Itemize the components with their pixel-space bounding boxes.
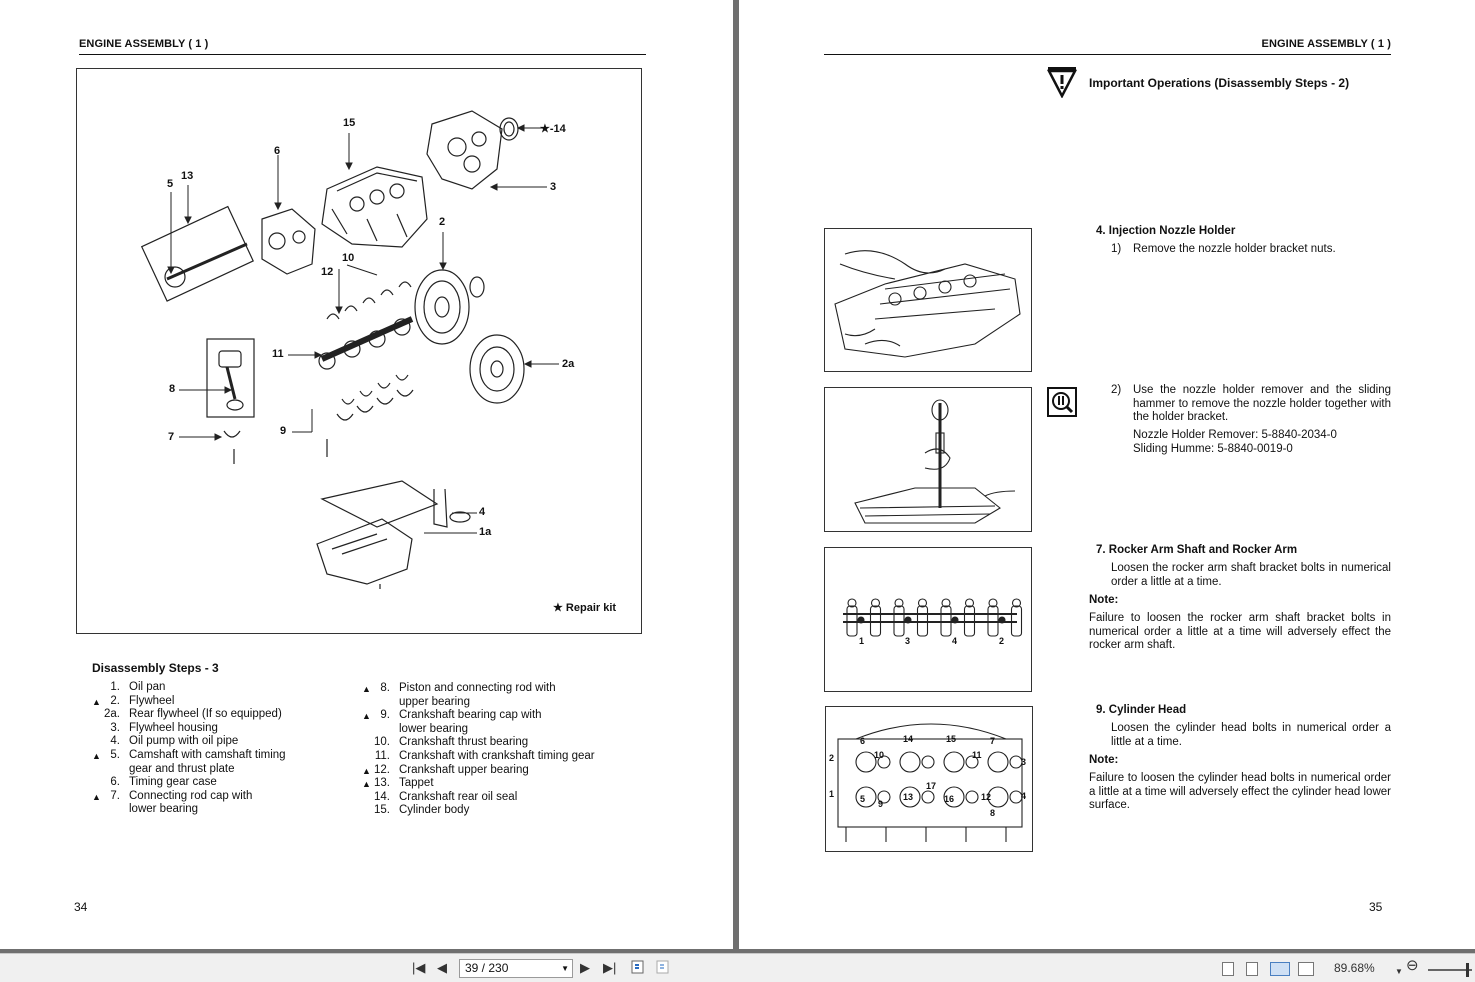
- step-text: Flywheel housing: [129, 721, 218, 734]
- previous-view-icon[interactable]: [630, 959, 646, 979]
- head-label-7: 7: [990, 736, 996, 746]
- head-label-2: 2: [829, 753, 835, 763]
- rocker-label-2: 2: [999, 636, 1005, 646]
- callout-7: 7: [168, 431, 175, 443]
- step-text: Crankshaft with crankshaft timing gear: [399, 750, 595, 762]
- head-label-11: 11: [972, 750, 982, 760]
- step-item: [362, 696, 642, 710]
- repair-mark-icon: ▲: [362, 779, 371, 790]
- section-9-text: Loosen the cylinder head bolts in numerical order a little at a time.: [1111, 722, 1391, 748]
- next-page-button[interactable]: ▶: [580, 960, 590, 975]
- step-text: Cylinder body: [399, 804, 470, 817]
- step-text: Rear flywheel (If so equipped): [129, 708, 282, 721]
- head-label-1: 1: [829, 789, 835, 799]
- head-bolt-hole: [922, 791, 934, 803]
- callout-15: 15: [343, 117, 356, 129]
- page-header: ENGINE ASSEMBLY ( 1 ): [1261, 38, 1391, 50]
- step-item: [92, 722, 372, 736]
- page-header: ENGINE ASSEMBLY ( 1 ): [79, 38, 209, 50]
- section-4-title: 4. Injection Nozzle Holder: [1096, 225, 1236, 237]
- chevron-down-icon[interactable]: ▼: [561, 964, 569, 973]
- step-number: 8.: [380, 682, 390, 694]
- step-item: [362, 723, 642, 737]
- step-item: [92, 735, 372, 749]
- step-text: Crankshaft thrust bearing: [399, 736, 529, 749]
- step-number: 14.: [374, 790, 390, 803]
- rocker-bolt: [858, 617, 864, 623]
- page-number-field[interactable]: [459, 959, 573, 978]
- callout-4: 4: [479, 506, 486, 518]
- repair-mark-icon: ▲: [362, 711, 371, 722]
- step-text: gear and thrust plate: [129, 762, 235, 775]
- continuous-view-icon[interactable]: [1246, 962, 1258, 976]
- callout-11: 11: [272, 348, 284, 360]
- zoom-out-icon[interactable]: ⊖: [1406, 957, 1419, 974]
- repair-mark-icon: ▲: [92, 751, 101, 761]
- step-item: [362, 736, 642, 750]
- head-bolt-hole: [966, 791, 978, 803]
- section-4-step2: Use the nozzle holder remover and the sliding hammer to remove the nozzle holder together with the holder bracket.: [1133, 384, 1391, 424]
- head-bolt-hole: [922, 756, 934, 768]
- zoom-level[interactable]: 89.68%: [1334, 961, 1375, 975]
- page-number: 35: [1369, 900, 1383, 914]
- rocker-bolt: [905, 617, 911, 623]
- page-field-value: 39 / 230: [465, 961, 509, 975]
- step-item: [92, 790, 372, 804]
- step-number: 10.: [374, 736, 390, 749]
- nozzle-remover-drawing: [825, 388, 1031, 531]
- head-port: [856, 787, 876, 807]
- callout-8: 8: [169, 383, 176, 395]
- head-label-5: 5: [860, 794, 866, 804]
- rocker-label-3: 3: [905, 636, 911, 646]
- head-label-12: 12: [981, 792, 992, 802]
- step-number: 2.: [110, 694, 120, 707]
- callout-10: 10: [342, 252, 355, 264]
- step-text: Timing gear case: [129, 776, 217, 789]
- step-text: Tappet: [399, 777, 434, 790]
- section-7-note-label: Note:: [1089, 594, 1119, 606]
- head-label-15: 15: [946, 734, 957, 744]
- repair-kit-legend: ★ Repair kit: [553, 602, 617, 614]
- head-port: [988, 752, 1008, 772]
- section-9-note-label: Note:: [1089, 754, 1119, 766]
- repair-mark-icon: ▲: [362, 765, 371, 776]
- nozzle-holder-figure: [824, 228, 1032, 372]
- special-tool-icon: [1047, 387, 1077, 417]
- step-number: 5.: [110, 749, 120, 761]
- step-item: [92, 749, 372, 763]
- rocker-arm-part: [1012, 599, 1022, 636]
- step-text: Connecting rod cap with: [129, 789, 253, 802]
- last-page-button[interactable]: ▶|: [603, 960, 617, 975]
- important-warning-icon: [1047, 66, 1077, 98]
- header-rule: [79, 54, 646, 55]
- rocker-bolt: [999, 617, 1005, 623]
- viewer-toolbar: [0, 953, 1475, 982]
- callout-3: 3: [550, 181, 557, 193]
- step-item: [362, 804, 642, 818]
- head-label-9: 9: [878, 799, 884, 809]
- head-port: [944, 752, 964, 772]
- repair-mark-icon: ▲: [92, 791, 101, 802]
- step-item: [362, 750, 642, 764]
- rocker-arm-part: [941, 599, 951, 636]
- step-text: Piston and connecting rod with: [399, 682, 556, 694]
- head-label-8: 8: [990, 808, 996, 818]
- callout-2a: 2a: [562, 358, 575, 370]
- head-label-16: 16: [944, 794, 955, 804]
- callout-5: 5: [167, 178, 174, 190]
- zoom-dropdown-icon[interactable]: ▼: [1395, 967, 1403, 976]
- step-number: 6.: [110, 776, 120, 789]
- important-title: Important Operations (Disassembly Steps - 2): [1089, 76, 1350, 90]
- steps-title: Disassembly Steps - 3: [92, 661, 219, 675]
- section-7-title: 7. Rocker Arm Shaft and Rocker Arm: [1096, 544, 1298, 556]
- step-text: Oil pan: [129, 681, 166, 693]
- first-page-button[interactable]: |◀: [412, 960, 426, 975]
- step-number: 4.: [110, 735, 120, 748]
- callout-13: 13: [181, 170, 194, 182]
- section-9-note: Failure to loosen the cylinder head bolts in numerical order a little at a time will adversely effect the cylinder head lower surface.: [1089, 772, 1391, 812]
- rocker-arm-part: [847, 599, 857, 636]
- callout-6: 6: [274, 145, 281, 157]
- head-label-13: 13: [903, 792, 914, 802]
- step-item: [92, 708, 372, 722]
- repair-mark-icon: ▲: [92, 696, 101, 707]
- step-text: Crankshaft bearing cap with: [399, 709, 542, 722]
- section-9-title: 9. Cylinder Head: [1096, 704, 1187, 716]
- callout-14: ★-14: [540, 123, 566, 135]
- rocker-arm-part: [871, 599, 881, 636]
- section-7-note: Failure to loosen the rocker arm shaft bracket bolts in numerical order a little at a time will adversely effect the rocker arm shaft.: [1089, 612, 1391, 652]
- cylinder-head-drawing: [826, 707, 1032, 851]
- continuous-facing-view-icon[interactable]: [1298, 962, 1314, 976]
- cylinder-head-figure: [825, 706, 1033, 852]
- step-number: 3.: [110, 721, 120, 734]
- head-label-6: 6: [860, 736, 866, 746]
- step-number: 11.: [374, 750, 390, 762]
- tool-nozzle-holder-remover: Nozzle Holder Remover: 5-8840-2034-0: [1133, 429, 1337, 441]
- step-text: lower bearing: [129, 803, 199, 816]
- step-text: Camshaft with camshaft timing: [129, 749, 286, 761]
- step-text: Crankshaft rear oil seal: [399, 790, 518, 803]
- step-item: [362, 777, 642, 791]
- exploded-view-figure: [76, 68, 642, 634]
- section-4-step2-num: 2): [1111, 384, 1122, 396]
- step-number: 7.: [110, 789, 120, 802]
- step-item: [92, 763, 372, 777]
- step-number: 13.: [374, 777, 390, 790]
- rocker-arm-drawing: [825, 548, 1031, 691]
- head-port: [900, 752, 920, 772]
- next-view-icon[interactable]: [655, 959, 671, 979]
- step-number: 1.: [110, 681, 120, 693]
- step-text: upper bearing: [399, 695, 470, 708]
- step-text: Flywheel: [129, 694, 175, 707]
- callout-12: 12: [321, 266, 334, 278]
- step-number: 2a.: [104, 708, 120, 721]
- step-item: [362, 791, 642, 805]
- step-number: 12.: [374, 763, 390, 776]
- head-label-10: 10: [874, 750, 885, 760]
- right-page: [739, 0, 1475, 949]
- nozzle-remover-figure: [824, 387, 1032, 532]
- rocker-label-1: 1: [859, 636, 865, 646]
- rocker-arm-figure: [824, 547, 1032, 692]
- repair-mark-icon: ▲: [362, 684, 371, 694]
- callout-2: 2: [439, 216, 446, 228]
- rocker-bolt: [952, 617, 958, 623]
- head-port: [856, 752, 876, 772]
- step-item: [92, 695, 372, 709]
- rocker-arm-part: [918, 599, 928, 636]
- step-number: 9.: [380, 709, 390, 722]
- tool-sliding-hammer: Sliding Humme: 5-8840-0019-0: [1133, 443, 1293, 455]
- rocker-arm-part: [988, 599, 998, 636]
- rocker-arm-part: [894, 599, 904, 636]
- section-4-step1-num: 1): [1111, 243, 1122, 255]
- step-item: [362, 764, 642, 778]
- section-7-text: Loosen the rocker arm shaft bracket bolts in numerical order a little at a time.: [1111, 562, 1391, 588]
- step-item: [362, 709, 642, 723]
- rocker-label-4: 4: [952, 636, 958, 646]
- section-4-step1: Remove the nozzle holder bracket nuts.: [1133, 243, 1336, 255]
- step-text: Oil pump with oil pipe: [129, 735, 239, 748]
- facing-view-icon[interactable]: [1270, 962, 1290, 976]
- step-number: 15.: [374, 804, 390, 817]
- exploded-view-drawing: [77, 69, 643, 635]
- page-number: 34: [74, 900, 88, 914]
- head-label-17: 17: [926, 781, 937, 791]
- head-label-4: 4: [1021, 791, 1027, 801]
- step-text: lower bearing: [399, 722, 469, 735]
- callout-1a: 1a: [479, 526, 492, 538]
- header-rule: [824, 54, 1391, 55]
- head-label-3: 3: [1021, 757, 1027, 767]
- step-item: [92, 776, 372, 790]
- head-label-14: 14: [903, 734, 914, 744]
- nozzle-holder-drawing: [825, 229, 1031, 371]
- single-page-view-icon[interactable]: [1222, 962, 1234, 976]
- step-item: [92, 803, 372, 817]
- left-page: [0, 0, 733, 949]
- step-item: [92, 681, 372, 695]
- step-text: Crankshaft upper bearing: [399, 763, 529, 776]
- rocker-arm-part: [965, 599, 975, 636]
- step-item: [362, 682, 642, 696]
- zoom-slider-thumb[interactable]: [1466, 963, 1469, 977]
- previous-page-button[interactable]: ◀: [437, 960, 447, 975]
- callout-9: 9: [280, 425, 287, 437]
